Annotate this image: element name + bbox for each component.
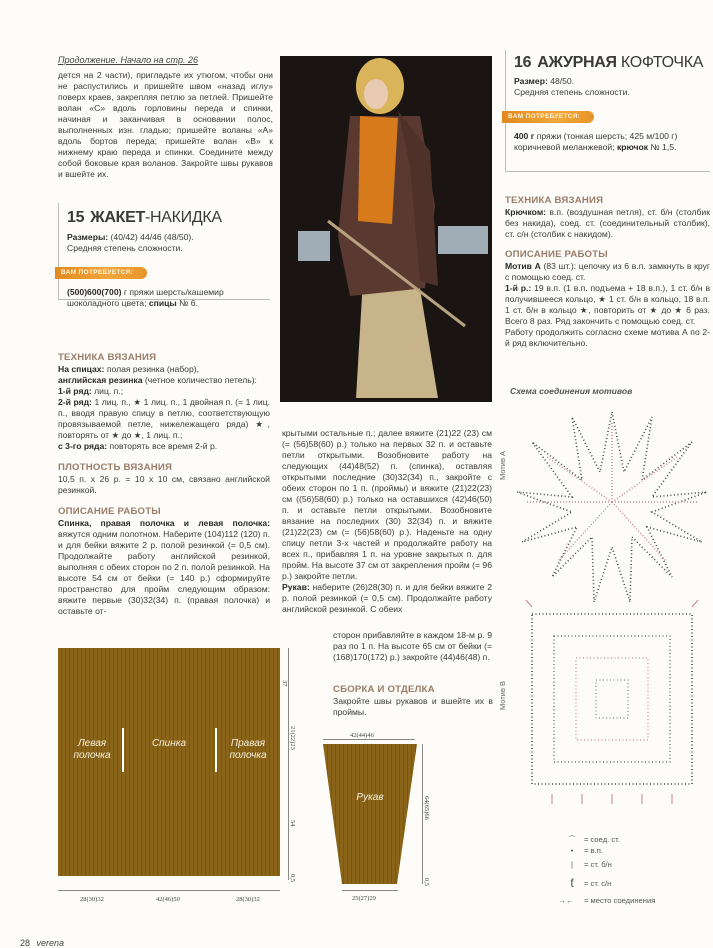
project-number: 16 (514, 54, 532, 71)
tech-term: На спицах: (58, 364, 105, 374)
model-photo (280, 56, 492, 402)
sizes-line (59, 227, 270, 243)
motif-a-label: Мотив А (498, 450, 507, 480)
width-dimension-line (58, 890, 280, 891)
project-16-header (505, 50, 710, 172)
technique-heading: ТЕХНИКА ВЯЗАНИЯ (58, 352, 157, 363)
legend-item (560, 859, 710, 870)
difficulty: Средняя степень сложности. (67, 243, 183, 253)
legend-item (560, 834, 710, 845)
motif-b-square (532, 614, 692, 784)
double-crochet-icon: ƭ (570, 876, 574, 890)
height-main: 54 (289, 820, 296, 827)
motif-a-inner-rows (527, 422, 697, 562)
tech-desc: лиц. п.; (91, 386, 124, 396)
legend-text: = место соединения (584, 896, 656, 905)
motif-b-label: Мотив В (498, 680, 507, 710)
title-bold: ЖАКЕТ (90, 209, 145, 226)
label-left-1: Левая (77, 738, 107, 749)
sleeve-bottom-width: 25(27)29 (352, 895, 376, 902)
technique-text (505, 207, 710, 240)
sleeve-fabric (320, 744, 420, 884)
row1-text (505, 283, 710, 327)
project-15-title (59, 203, 270, 227)
yarn-amount: 400 г (514, 131, 535, 141)
sleeve-text (282, 582, 492, 615)
sleeve-pattern-diagram (320, 734, 430, 904)
work-text (58, 518, 270, 617)
col2-text (282, 428, 492, 615)
work-heading: ОПИСАНИЕ РАБОТЫ (505, 249, 608, 260)
materials-banner: ВАМ ПОТРЕБУЕТСЯ: (502, 111, 594, 123)
technique-line (58, 441, 270, 452)
materials-text (59, 279, 259, 309)
tech-desc: 1 лиц. п., ★ 1 лиц. п., 1 двойная п. (= 1 лиц. п., вводя правую спицу в петлю, соответствующую провязываемой петле, нижележащего ряда) ★, повторять от ★ до ★, 1 лиц. п.; (58, 397, 271, 440)
motif-bold: Мотив А (505, 261, 541, 271)
materials-banner: ВАМ ПОТРЕБУЕТСЯ: (55, 267, 147, 279)
label-back: Спинка (151, 738, 187, 749)
height-mid: 21(22)23 (289, 726, 296, 750)
sizes-label: Размеры: (67, 232, 109, 242)
tech-term: 2-й ряд: (58, 397, 92, 407)
legend-text: = ст. с/н (584, 879, 612, 888)
assembly-text: Закройте швы рукавов и вшейте их в проймы. (333, 696, 493, 717)
tech-term: с 3-го ряда: (58, 441, 108, 451)
sleeve-height: 64(65)66 (423, 796, 430, 820)
technique-section (58, 352, 270, 617)
title-bold: АЖУРНАЯ (537, 54, 617, 71)
armhole-slit-left (122, 728, 124, 772)
label-right-1: Правая (230, 738, 266, 749)
scheme-caption: Схема соединения мотивов (510, 386, 633, 396)
project-16-title (506, 50, 710, 72)
join-arrows-icon: →← (558, 896, 574, 905)
tech-desc: полая резинка (набор), (104, 364, 199, 374)
stitch-legend (560, 834, 710, 906)
row1-bold: 1-й р.: (505, 283, 532, 293)
needles-size: № 6. (176, 298, 198, 308)
slip-stitch-icon: ⌒ (568, 835, 576, 844)
legend-item (548, 895, 710, 906)
tech-term: 1-й ряд: (58, 386, 92, 396)
label-right-front (218, 738, 278, 762)
intro-paragraph: дется на 2 части), пригладьте их утюгом, чтобы они не распустились и пришейте швом «назад иглу» поверх краев, закрепляя петлю за петлей. Пришейте волан «С» вдоль горловины переда и спинки, начиная и заканчивая в основании полос, выполненных изн. гладью; пришейте воланы «А» вдоль бортов переда; пришейте волан «В» к нижнему краю переда и спинки. Соедините между собой боковые края воланов. Закройте швы рукавов и вшейте их. (58, 70, 273, 179)
materials-text (506, 123, 706, 153)
body-pattern-diagram (58, 648, 296, 884)
assembly-section (333, 684, 493, 718)
sleeve-body: наберите (26)28(30) п. и для бейки вяжите 2 р. полой резинкой (= 0,5 см). Продолжайте работу английской резинкой. С обеих (282, 582, 492, 614)
hook-size: № 1,5. (648, 142, 677, 152)
crochet-motif-scheme (512, 402, 712, 814)
needles-label: спицы (148, 298, 177, 308)
continued-note: Продолжение. Начало на стр. 26 (58, 55, 198, 65)
height-edge: 0,5 (289, 874, 296, 883)
assembly-heading: СБОРКА И ОТДЕЛКА (333, 684, 435, 695)
work-body: вяжутся одним полотном. Наберите (104)112 (120) п. и для бейки вяжите 2 р. полой резинкой (= 0,5 см). Продолжайте работу английской резинкой, выполняя с обеих сторон по 2 п. полой резинкой. На высоте 54 см от бейки (= 140 р.) сформируйте пространство для пройм следующим образом: вяжите первые (30)32(34) п. (правая полочка) и оставьте от- (58, 529, 270, 616)
technique-heading: ТЕХНИКА ВЯЗАНИЯ (505, 195, 604, 206)
sleeve-label: Рукав (356, 792, 384, 803)
density-heading: ПЛОТНОСТЬ ВЯЗАНИЯ (58, 462, 173, 473)
join-arrows (526, 600, 698, 804)
motif-body: (83 шт.): цепочку из 6 в.п. замкнуть в круг с помощью соед. ст. (505, 261, 711, 282)
size-value: 48/50. (547, 76, 575, 86)
legend-item (560, 878, 710, 889)
single-crochet-icon: | (571, 860, 573, 869)
height-top: 37 (281, 680, 288, 687)
technique-line (58, 375, 270, 386)
density-text: 10,5 п. х 26 р. = 10 х 10 см, связано английской резинкой. (58, 474, 270, 495)
chain-dot-icon: • (570, 846, 574, 855)
yarn-text: г пряжи шерсть/кашемир шоколадного цвета; (67, 287, 224, 308)
sleeve-edge: 0,5 (423, 878, 430, 887)
sleeve-text-cont: сторон прибавляйте в каждом 18-м р. 9 раз по 1 п. На высоте 65 см от бейки (= (168)170(172) р.) закройте (44)46(48) п. (333, 630, 492, 662)
legend-text: = соед. ст. (584, 835, 620, 844)
sleeve-top-width: 42(44)46 (350, 732, 374, 739)
model-photo-illustration (280, 56, 492, 402)
sizes-value: (40/42) 44/46 (48/50). (110, 232, 194, 242)
technique-line (58, 364, 270, 375)
body-fabric (58, 648, 280, 876)
page-number: 28 (20, 938, 31, 948)
label-right-2: полочка (229, 750, 267, 761)
yarn-amount: (500)600(700) (67, 287, 122, 297)
motif-a-star (517, 412, 707, 602)
label-left-front (64, 738, 120, 762)
yarn-text: пряжи (тонкая шерсть; 425 м/100 г) коричневой меланжевой; (514, 131, 678, 152)
legend-item (560, 845, 710, 856)
page-footer (20, 938, 64, 948)
width-right: 28(30)32 (236, 896, 260, 903)
width-center: 42(46)50 (156, 896, 180, 903)
motif-text (505, 261, 710, 283)
project-number: 15 (67, 209, 85, 226)
tech-term: английская резинка (58, 375, 143, 385)
armhole-slit-right (215, 728, 217, 772)
sleeve-bottom-line (342, 890, 398, 891)
legend-text: = в.п. (584, 846, 603, 855)
magazine-name: verena (36, 938, 65, 948)
technique-term: Крючком: (505, 207, 547, 217)
project-15-header (58, 203, 270, 308)
project-16-instructions (505, 195, 710, 349)
technique-line (58, 397, 270, 441)
sleeve-bold: Рукав: (282, 582, 310, 592)
tech-desc: (четное количество петель): (142, 375, 257, 385)
title-light: КОФТОЧКА (616, 54, 704, 71)
technique-desc: в.п. (воздушная петля), ст. б/н (столбик без накида), соед. ст. (соединительный столбик), ст. с/н (столбик с накидом). (505, 207, 710, 239)
difficulty: Средняя степень сложности. (514, 87, 630, 97)
work-bold: Спинка, правая полочка и левая полочка: (58, 518, 270, 528)
col2-paragraph: крытыми остальные п.; далее вяжите (21)22 (23) см (= (56)58(60) р.) только на первых 32 п. и оставьте петли открытыми. Возобновите работу на следующих (44)48(52) п. (спинка), оставляя открытыми последние (30)32(34) п., закройте с обеих сторон по 1 п. (проймы) и вяжите (21)22(23) см ((56)58(60) р.) только на оставшихся (42)46(50) п. и оставьте петли открытыми. Возобновите вязание на последних (30) 32(34) п. и вяжите (21)22(23) см (= (56)58(60) р.). Наденьте на одну спицу петли 3-х частей и продолжайте работу на всех п., прибавляя 1 п. на уровне закрытых п. для пройм. На высоте 37 см от закрепления пройм (= 96 р.) закройте петли. (282, 428, 492, 581)
label-left-2: полочка (73, 750, 111, 761)
size-label: Размер: (514, 76, 548, 86)
work-heading: ОПИСАНИЕ РАБОТЫ (58, 506, 161, 517)
continue-text: Работу продолжить согласно схеме мотива А по 2-й ряд включительно. (505, 327, 710, 348)
tech-desc: повторять все время 2-й р. (107, 441, 218, 451)
title-light: -НАКИДКА (144, 209, 222, 226)
sleeve-top-line (323, 739, 415, 740)
size-line (506, 72, 710, 87)
width-left: 28(30)32 (80, 896, 104, 903)
hook-label: крючок (616, 142, 649, 152)
row1-body: 19 в.п. (1 в.п. подъема + 18 в.п.), 1 ст. б/н в получившееся кольцо, ★ 1 ст. б/н в кольцо, 18 в.п. 1 ст. б/н в кольцо ★, повторить от ★ до ★ 6 раз. Всего 8 раз. Ряд закончить с помощью соед. ст. (505, 283, 711, 326)
legend-text: = ст. б/н (584, 860, 612, 869)
technique-line (58, 386, 270, 397)
